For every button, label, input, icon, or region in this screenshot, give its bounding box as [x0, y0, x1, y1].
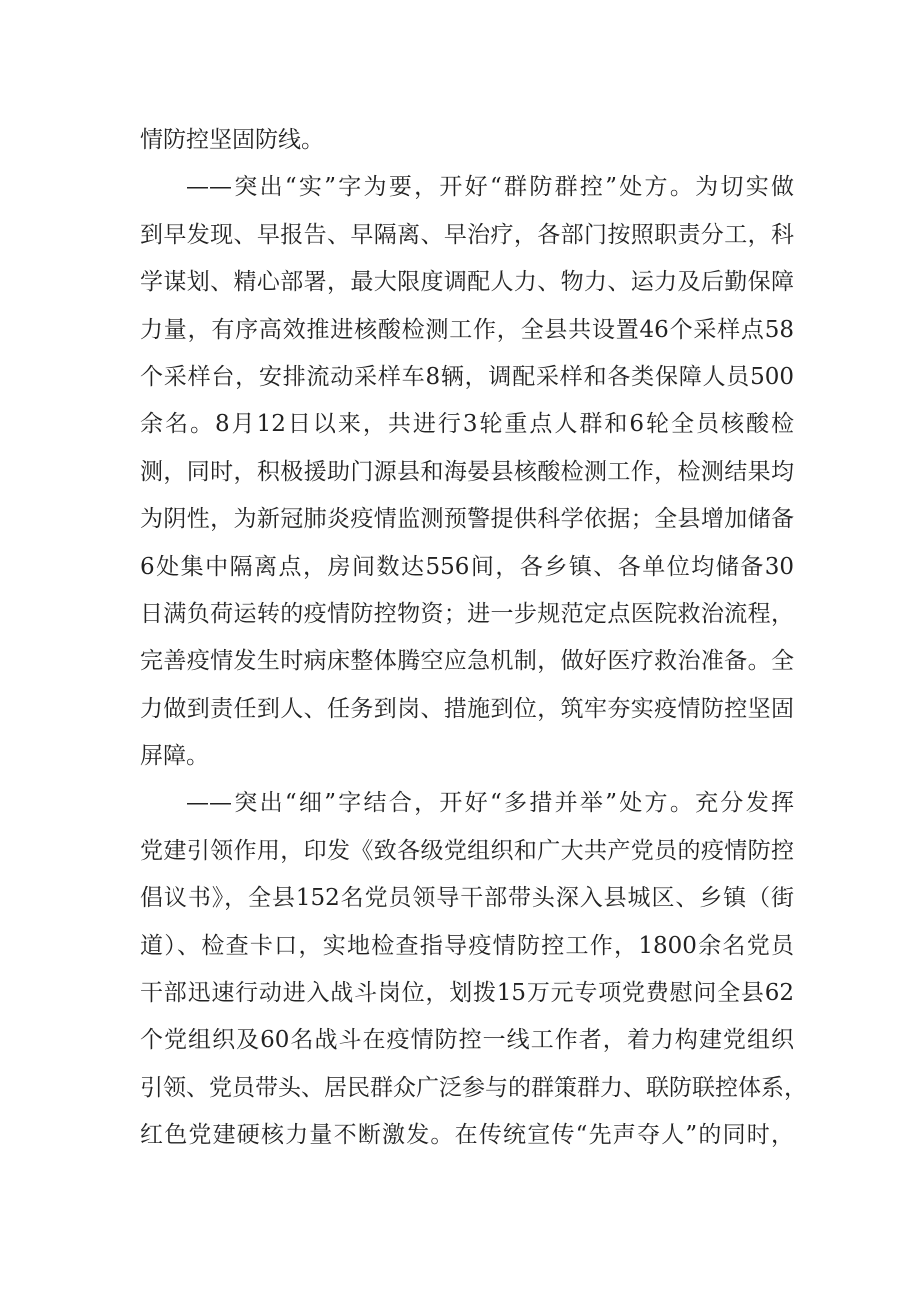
paragraph-start-line: ——突出“细”字结合，开好“多措并举”处方。充分发挥: [186, 790, 794, 817]
document-body: [140, 117, 807, 1160]
text-line: 到早发现、早报告、早隔离、早治疗，各部门按照职责分工，科: [140, 221, 794, 248]
text-line: 倡议书》，全县152名党员领导干部带头深入县城区、乡镇（街: [140, 885, 794, 912]
text-line: 引领、党员带头、居民群众广泛参与的群策群力、联防联控体系，: [140, 1074, 807, 1101]
text-line: 6处集中隔离点，房间数达556间，各乡镇、各单位均储备30: [140, 553, 794, 580]
text-line: 余名。8月12日以来，共进行3轮重点人群和6轮全员核酸检: [140, 411, 794, 438]
text-line: 测，同时，积极援助门源县和海晏县核酸检测工作，检测结果均: [140, 458, 794, 485]
text-line: 个采样台，安排流动采样车8辆，调配采样和各类保障人员500: [140, 363, 794, 390]
text-line: 道）、检查卡口，实地检查指导疫情防控工作，1800余名党员: [140, 932, 794, 959]
text-line: 为阴性，为新冠肺炎疫情监测预警提供科学依据；全县增加储备: [140, 506, 794, 533]
text-line: 日满负荷运转的疫情防控物资；进一步规范定点医院救治流程，: [140, 600, 794, 627]
text-line: 学谋划、精心部署，最大限度调配人力、物力、运力及后勤保障: [140, 269, 794, 296]
paragraph-start-line: ——突出“实”字为要，开好“群防群控”处方。为切实做: [186, 174, 794, 201]
text-line: 红色党建硬核力量不断激发。在传统宣传“先声夺人”的同时，: [140, 1122, 794, 1149]
text-line: 力量，有序高效推进核酸检测工作，全县共设置46个采样点58: [140, 316, 794, 343]
text-line: 干部迅速行动进入战斗岗位，划拨15万元专项党费慰问全县62: [140, 980, 794, 1007]
text-line: 情防控坚固防线。: [140, 127, 324, 153]
text-line: 力做到责任到人、任务到岗、措施到位，筑牢夯实疫情防控坚固: [140, 695, 794, 722]
paragraph-end-line: 屏障。: [140, 743, 209, 770]
text-line: 完善疫情发生时病床整体腾空应急机制，做好医疗救治准备。全: [140, 648, 794, 675]
text-line: 党建引领作用，印发《致各级党组织和广大共产党员的疫情防控: [140, 837, 794, 864]
text-line: 个党组织及60名战斗在疫情防控一线工作者，着力构建党组织: [140, 1027, 794, 1054]
